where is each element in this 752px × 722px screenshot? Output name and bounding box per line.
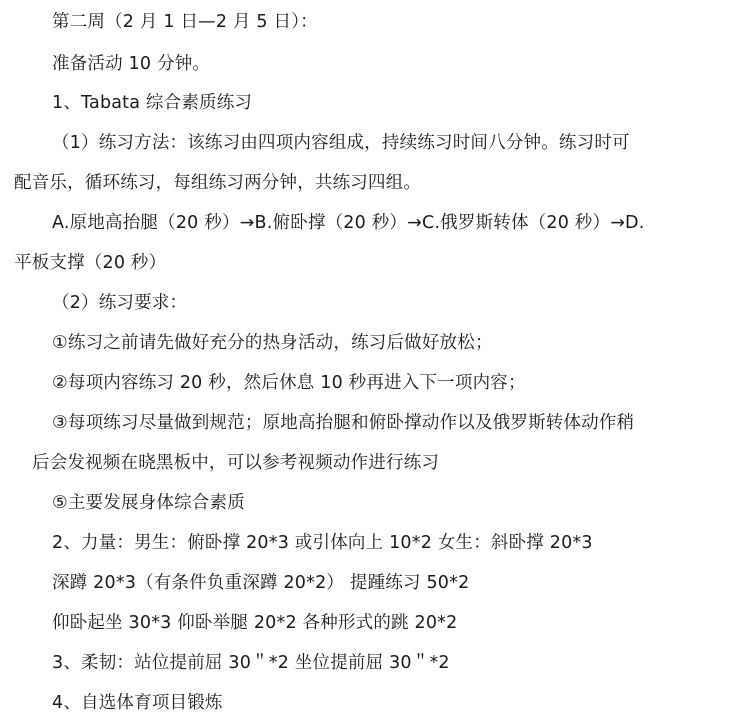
requirement-1: ①练习之前请先做好充分的热身活动，练习后做好放松； <box>52 333 493 353</box>
requirement-5: ⑤主要发展身体综合素质 <box>52 493 245 513</box>
strength-line-3: 仰卧起坐 30*3 仰卧举腿 20*2 各种形式的跳 20*2 <box>52 613 458 633</box>
flexibility-line: 3、柔韧：站位提前屈 30＂*2 坐位提前屈 30＂*2 <box>52 653 450 673</box>
method-line-1: （1）练习方法：该练习由四项内容组成，持续练习时间八分钟。练习时可 <box>52 133 630 153</box>
section-1-title: 1、Tabata 综合素质练习 <box>52 93 253 113</box>
requirement-3-line-1: ③每项练习尽量做到规范；原地高抬腿和俯卧撑动作以及俄罗斯转体动作稍 <box>52 413 635 433</box>
method-line-2: 配音乐，循环练习，每组练习两分钟，共练习四组。 <box>14 173 422 193</box>
requirement-2: ②每项内容练习 20 秒，然后休息 10 秒再进入下一项内容； <box>52 373 526 393</box>
requirement-3-line-2: 后会发视频在晓黑板中，可以参考视频动作进行练习 <box>32 453 440 473</box>
strength-line-2: 深蹲 20*3（有条件负重深蹲 20*2） 提踵练习 50*2 <box>52 573 470 593</box>
elective-line: 4、自选体育项目锻炼 <box>52 693 223 713</box>
strength-line-1: 2、力量：男生：俯卧撑 20*3 或引体向上 10*2 女生：斜卧撑 20*3 <box>52 533 593 553</box>
requirements-heading: （2）练习要求： <box>52 293 188 313</box>
exercise-list-line-1: A.原地高抬腿（20 秒）→B.俯卧撑（20 秒）→C.俄罗斯转体（20 秒）→D. <box>52 213 645 233</box>
warmup-line: 准备活动 10 分钟。 <box>52 54 211 74</box>
exercise-list-line-2: 平板支撑（20 秒） <box>14 253 167 273</box>
week-heading: 第二周（2 月 1 日—2 月 5 日）： <box>52 12 318 32</box>
